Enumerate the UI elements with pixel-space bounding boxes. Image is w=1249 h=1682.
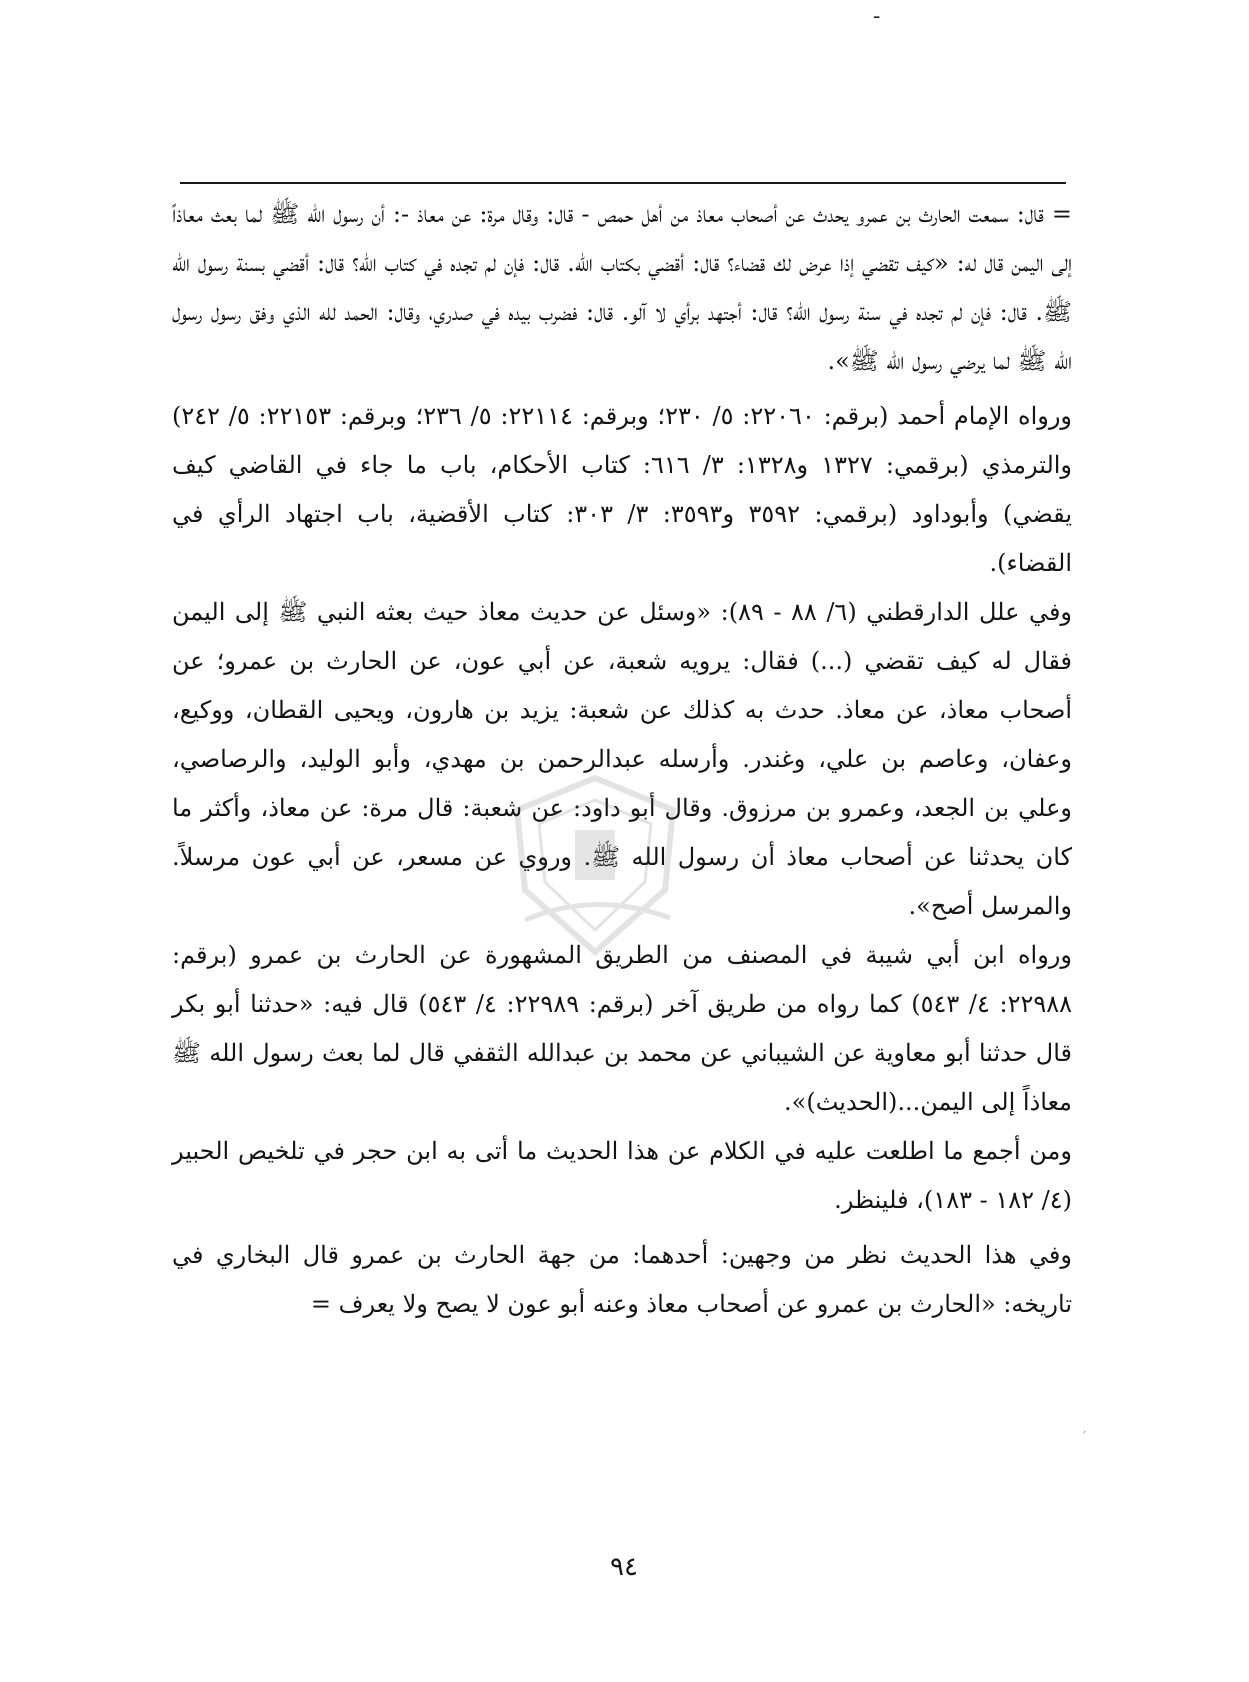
footnote-paragraph-hadith: = قال: سمعت الحارث بن عمرو يحدث عن أصحاب معاذ من أهل حمص - قال: وقال مرة: عن معاذ -: أن رسول الله ﷺ لما بعث معاذاً إلى اليمن قال له: «كيف تقضي إذا عرض لك قضاء؟ قال: أقضي بكتاب الله. قال: فإن لم تجده في كتاب الله؟ قال: أقضي بسنة رسول الله ﷺ. قال: فإن لم تجده في سنة رسول الله؟ قال: أجتهد برأي لا آلو. قال: فضرب بيده في صدري، وقال: الحمد لله الذي وفق رسول رسول الله ﷺ لما يرضي رسول الله ﷺ». <box>172 200 1072 375</box>
footnote-separator-line <box>180 182 1066 184</box>
footnote-paragraph-daraqutni: وفي علل الدارقطني (٦/ ٨٨ - ٨٩): «وسئل عن حديث معاذ حيث بعثه النبي ﷺ إلى اليمن فقال له كيف تقضي (...) فقال: يرويه شعبة، عن أبي عون، عن الحارث بن عمرو؛ عن أصحاب معاذ، عن معاذ. حدث به كذلك عن شعبة: يزيد بن هارون، ويحيى القطان، ووكيع، وعفان، وعاصم بن علي، وغندر. وأرسله عبدالرحمن بن مهدي، وأبو الوليد، والرصاصي، وعلي بن الجعد، وعمرو بن مرزوق. وقال أبو داود: عن شعبة: قال مرة: عن معاذ، وأكثر ما كان يحدثنا عن أصحاب معاذ أن رسول الله ﷺ. وروي عن مسعر، عن أبي عون مرسلاً. والمرسل أصح». <box>172 598 1073 920</box>
footnote-paragraph-ahmad: ورواه الإمام أحمد (برقم: ٢٢٠٦٠: ٥/ ٢٣٠؛ وبرقم: ٢٢١١٤: ٥/ ٢٣٦؛ وبرقم: ٢٢١٥٣: ٥/ ٢٤٢) والترمذي (برقمي: ١٣٢٧ و١٣٢٨: ٣/ ٦١٦: كتاب الأحكام، باب ما جاء في القاضي كيف يقضي) وأبوداود (برقمي: ٣٥٩٢ و٣٥٩٣: ٣/ ٣٠٣: كتاب الأقضية، باب اجتهاد الرأي في القضاء). <box>172 402 1073 577</box>
page-number: ٩٤ <box>610 1552 638 1582</box>
footnote-paragraph-ibn-hajar: ومن أجمع ما اطلعت عليه في الكلام عن هذا الحديث ما أتى به ابن حجر في تلخيص الحبير (٤/ ١٨٢ - ١٨٣)، فلينظر. <box>172 1137 1072 1214</box>
footnotes-block <box>172 190 1072 1329</box>
top-mark: ـ <box>874 2 880 23</box>
library-watermark-stamp <box>505 770 685 960</box>
footnote-paragraph-critique: وفي هذا الحديث نظر من وجهين: أحدهما: من جهة الحارث بن عمرو قال البخاري في تاريخه: «الحارث بن عمرو عن أصحاب معاذ وعنه أبو عون لا يصح ولا يعرف = <box>172 1241 1072 1318</box>
footnote-paragraph-ibn-abi-shaybah: ورواه ابن أبي شيبة في المصنف من الطريق المشهورة عن الحارث بن عمرو (برقم: ٢٢٩٨٨: ٤/ ٥٤٣) كما رواه من طريق آخر (برقم: ٢٢٩٨٩: ٤/ ٥٤٣) قال فيه: «حدثنا أبو بكر قال حدثنا أبو معاوية عن الشيباني عن محمد بن عبدالله الثقفي قال لما بعث رسول الله ﷺ معاذاً إلى اليمن...(الحديث)». <box>172 941 1073 1116</box>
stray-mark: ´ <box>1080 1430 1087 1446</box>
